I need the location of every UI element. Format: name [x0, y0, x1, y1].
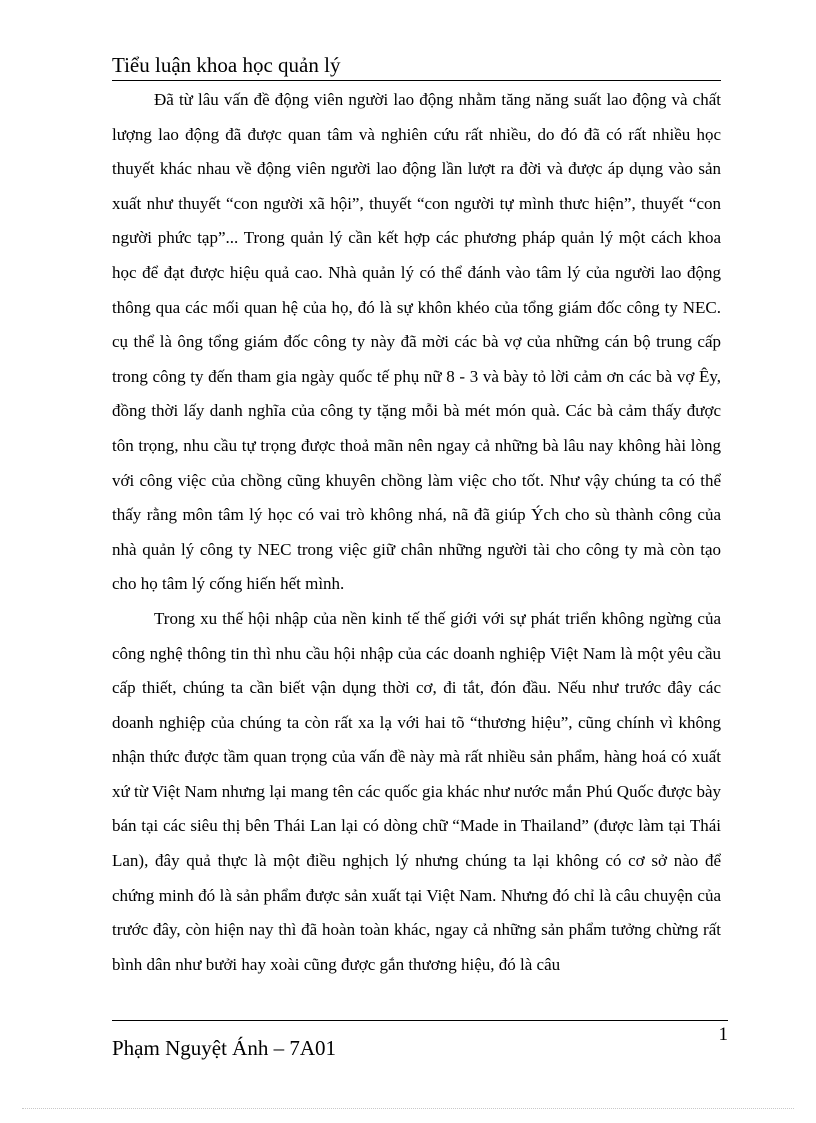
page-number: 1 [718, 1024, 728, 1045]
page-edge-divider [22, 1108, 794, 1109]
document-body [112, 83, 721, 982]
paragraph-motivation: Đã từ lâu vấn đề động viên người lao động nhằm tăng năng suất lao động và chất lượng lao động đã được quan tâm và nghiên cứu rất nhiều, do đó đã có rất nhiều học thuyết khác nhau về động viên người lao động lần lượt ra đời và được áp dụng vào sản xuất như thuyết “con người xã hội”, thuyết “con người tự mình thưc hiện”, thuyết “con người phức tạp”... Trong quản lý cần kết hợp các phương pháp quản lý một cách khoa học để đạt được hiệu quả cao. Nhà quản lý có thể đánh vào tâm lý của người lao động thông qua các mối quan hệ của họ, đó là sự khôn khéo của tổng giám đốc công ty NEC. cụ thể là ông tổng giám đốc công ty này đã mời các bà vợ của những cán bộ trung cấp trong công ty đến tham gia ngày quốc tế phụ nữ 8 - 3 và bày tỏ lời cảm ơn các bà vợ Êy, đồng thời lấy danh nghĩa của công ty tặng mỗi bà mét món quà. Các bà cảm thấy được tôn trọng, nhu cầu tự trọng được thoả mãn nên ngay cả những bà lâu nay không hài lòng với công việc của chồng cũng khuyên chồng làm việc cho tốt. Như vậy chúng ta có thể thấy rằng môn tâm lý học có vai trò không nhá, nã đã giúp Ých cho sù thành công của nhà quản lý công ty NEC trong việc giữ chân những người tài cho công ty mà còn tạo cho họ tâm lý cống hiến hết mình. [112, 90, 721, 594]
page-header [112, 50, 721, 81]
page-footer [112, 1020, 728, 1077]
footer-author: Phạm Nguyệt Ánh – 7A01 [112, 1036, 336, 1060]
document-title: Tiểu luận khoa học quản lý [112, 53, 341, 77]
paragraph-brand: Trong xu thế hội nhập của nền kinh tế thế giới với sự phát triển không ngừng của công nghệ thông tin thì nhu cầu hội nhập của các doanh nghiệp Việt Nam là một yêu cầu cấp thiết, chúng ta cần biết vận dụng thời cơ, đi tắt, đón đầu. Nếu như trước đây các doanh nghiệp của chúng ta còn rất xa lạ với hai tõ “thương hiệu”, cũng chính vì không nhận thức được tầm quan trọng của vấn đề này mà rất nhiều sản phẩm, hàng hoá có xuất xứ từ Việt Nam nhưng lại mang tên các quốc gia khác như nước mắn Phú Quốc được bày bán tại các siêu thị bên Thái Lan lại có dòng chữ “Made in Thailand” (được làm tại Thái Lan), đây quả thực là một điều nghịch lý nhưng chúng ta lại không có cơ sở nào để chứng minh đó là sản phẩm được sản xuất tại Việt Nam. Nhưng đó chỉ là câu chuyện của trước đây, còn hiện nay thì đã hoàn toàn khác, ngay cả những sản phẩm tưởng chừng rất bình dân như bưởi hay xoài cũng được gắn thương hiệu, đó là câu [112, 608, 721, 974]
